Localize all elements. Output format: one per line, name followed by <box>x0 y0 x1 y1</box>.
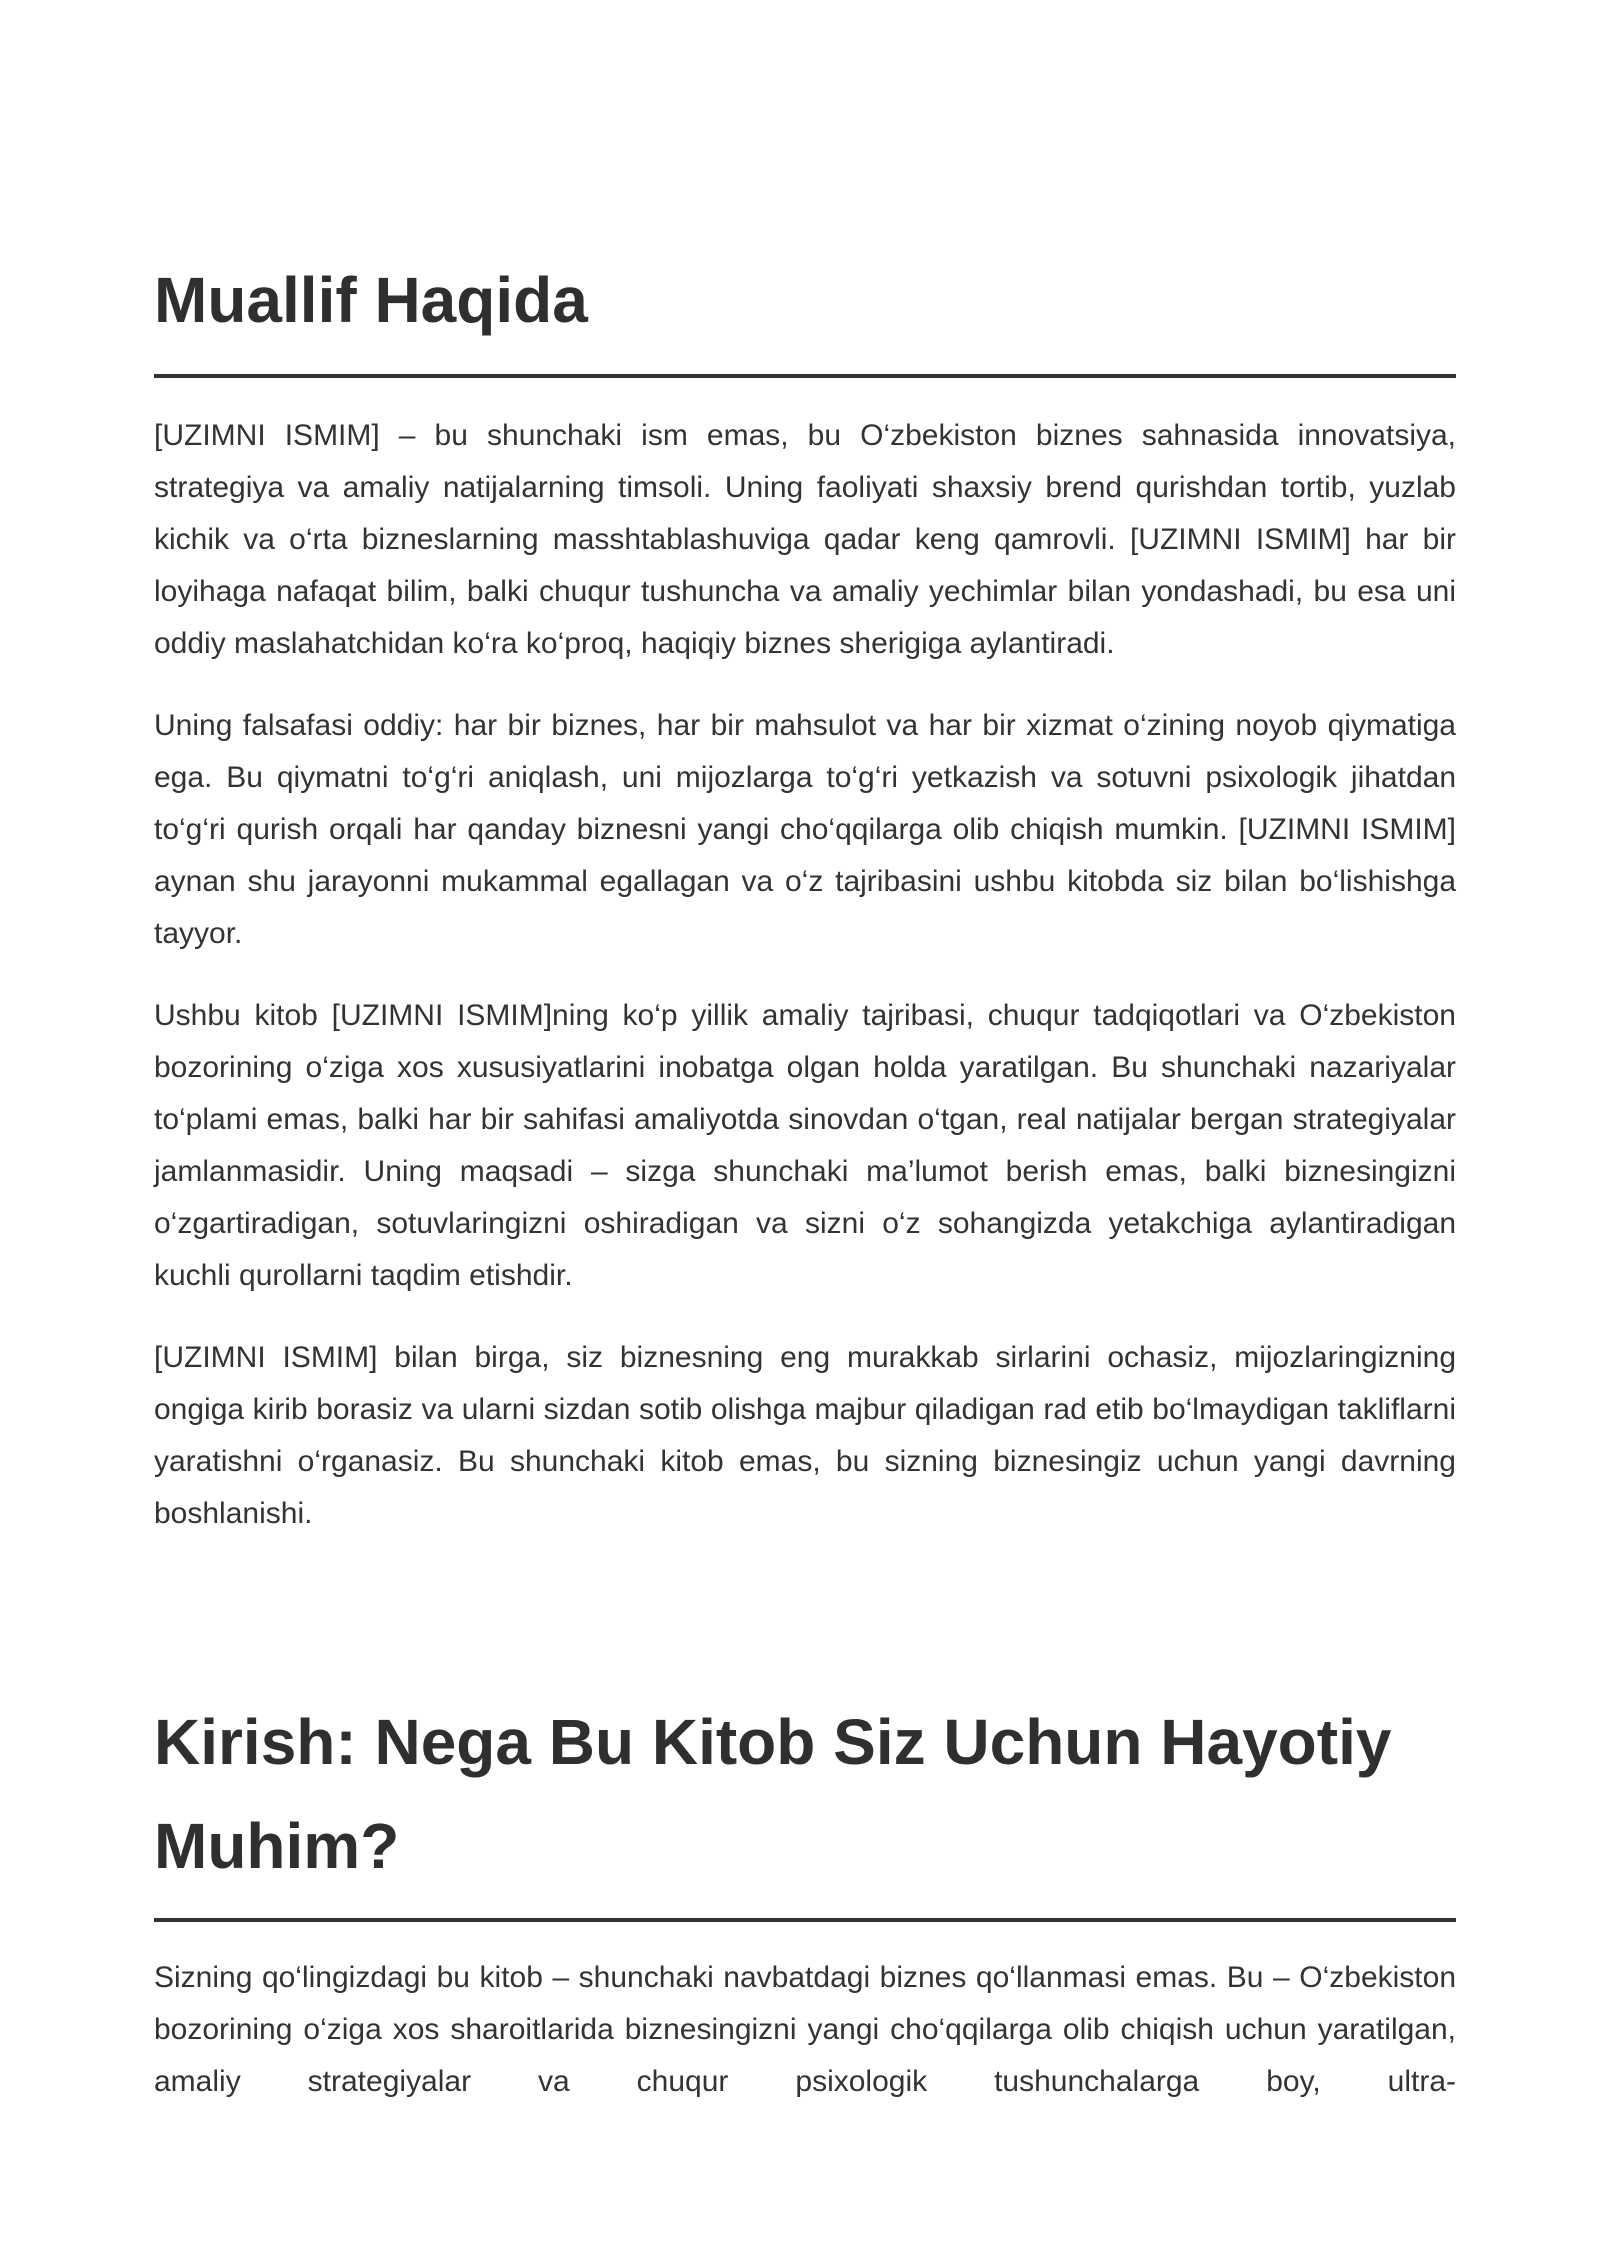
section-body-muallif-haqida <box>154 410 1456 1570</box>
section-body-kirish <box>154 1952 1456 2138</box>
paragraph: [UZIMNI ISMIM] bilan birga, siz biznesning eng murakkab sirlarini ochasiz, mijozlaringizning ongiga kirib borasiz va ularni sizdan sotib olishga majbur qiladigan rad etib bo‘lmaydigan takliflarni yaratishni o‘rganasiz. Bu shunchaki kitob emas, bu sizning biznesingiz uchun yangi davrning boshlanishi. <box>154 1341 1456 1530</box>
heading-divider <box>154 374 1456 378</box>
section-heading-kirish: Kirish: Nega Bu Kitob Siz Uchun Hayotiy Muhim? <box>154 1706 1392 1882</box>
section-heading-muallif-haqida: Muallif Haqida <box>154 264 588 336</box>
paragraph: Sizning qo‘lingizdagi bu kitob – shunchaki navbatdagi biznes qo‘llanmasi emas. Bu – O‘zbekiston bozorining o‘ziga xos sharoitlarida biznesingizni yangi cho‘qqilarga olib chiqish uchun yaratilgan, amaliy strategiyalar va chuqur psixologik tushunchalarga boy, ultra- <box>154 1961 1456 2098</box>
paragraph: Uning falsafasi oddiy: har bir biznes, har bir mahsulot va har bir xizmat o‘zining noyob qiymatiga ega. Bu qiymatni to‘g‘ri aniqlash, uni mijozlarga to‘g‘ri yetkazish va sotuvni psixologik jihatdan to‘g‘ri qurish orqali har qanday biznesni yangi cho‘qqilarga olib chiqish mumkin. [UZIMNI ISMIM] aynan shu jarayonni mukammal egallagan va o‘z tajribasini ushbu kitobda siz bilan bo‘lishishga tayyor. <box>154 709 1456 950</box>
paragraph: [UZIMNI ISMIM] – bu shunchaki ism emas, bu O‘zbekiston biznes sahnasida innovatsiya, strategiya va amaliy natijalarning timsoli. Uning faoliyati shaxsiy brend qurishdan tortib, yuzlab kichik va o‘rta bizneslarning masshtablashuviga qadar keng qamrovli. [UZIMNI ISMIM] har bir loyihaga nafaqat bilim, balki chuqur tushuncha va amaliy yechimlar bilan yondashadi, bu esa uni oddiy maslahatchidan ko‘ra ko‘proq, haqiqiy biznes sherigiga aylantiradi. <box>154 419 1456 660</box>
paragraph: Ushbu kitob [UZIMNI ISMIM]ning ko‘p yillik amaliy tajribasi, chuqur tadqiqotlari va O‘zbekiston bozorining o‘ziga xos xususiyatlarini inobatga olgan holda yaratilgan. Bu shunchaki nazariyalar to‘plami emas, balki har bir sahifasi amaliyotda sinovdan o‘tgan, real natijalar bergan strategiyalar jamlanmasidir. Uning maqsadi – sizga shunchaki ma’lumot berish emas, balki biznesingizni o‘zgartiradigan, sotuvlaringizni oshiradigan va sizni o‘z sohangizda yetakchiga aylantiradigan kuchli qurollarni taqdim etishdir. <box>154 999 1456 1292</box>
heading-divider <box>154 1918 1456 1922</box>
